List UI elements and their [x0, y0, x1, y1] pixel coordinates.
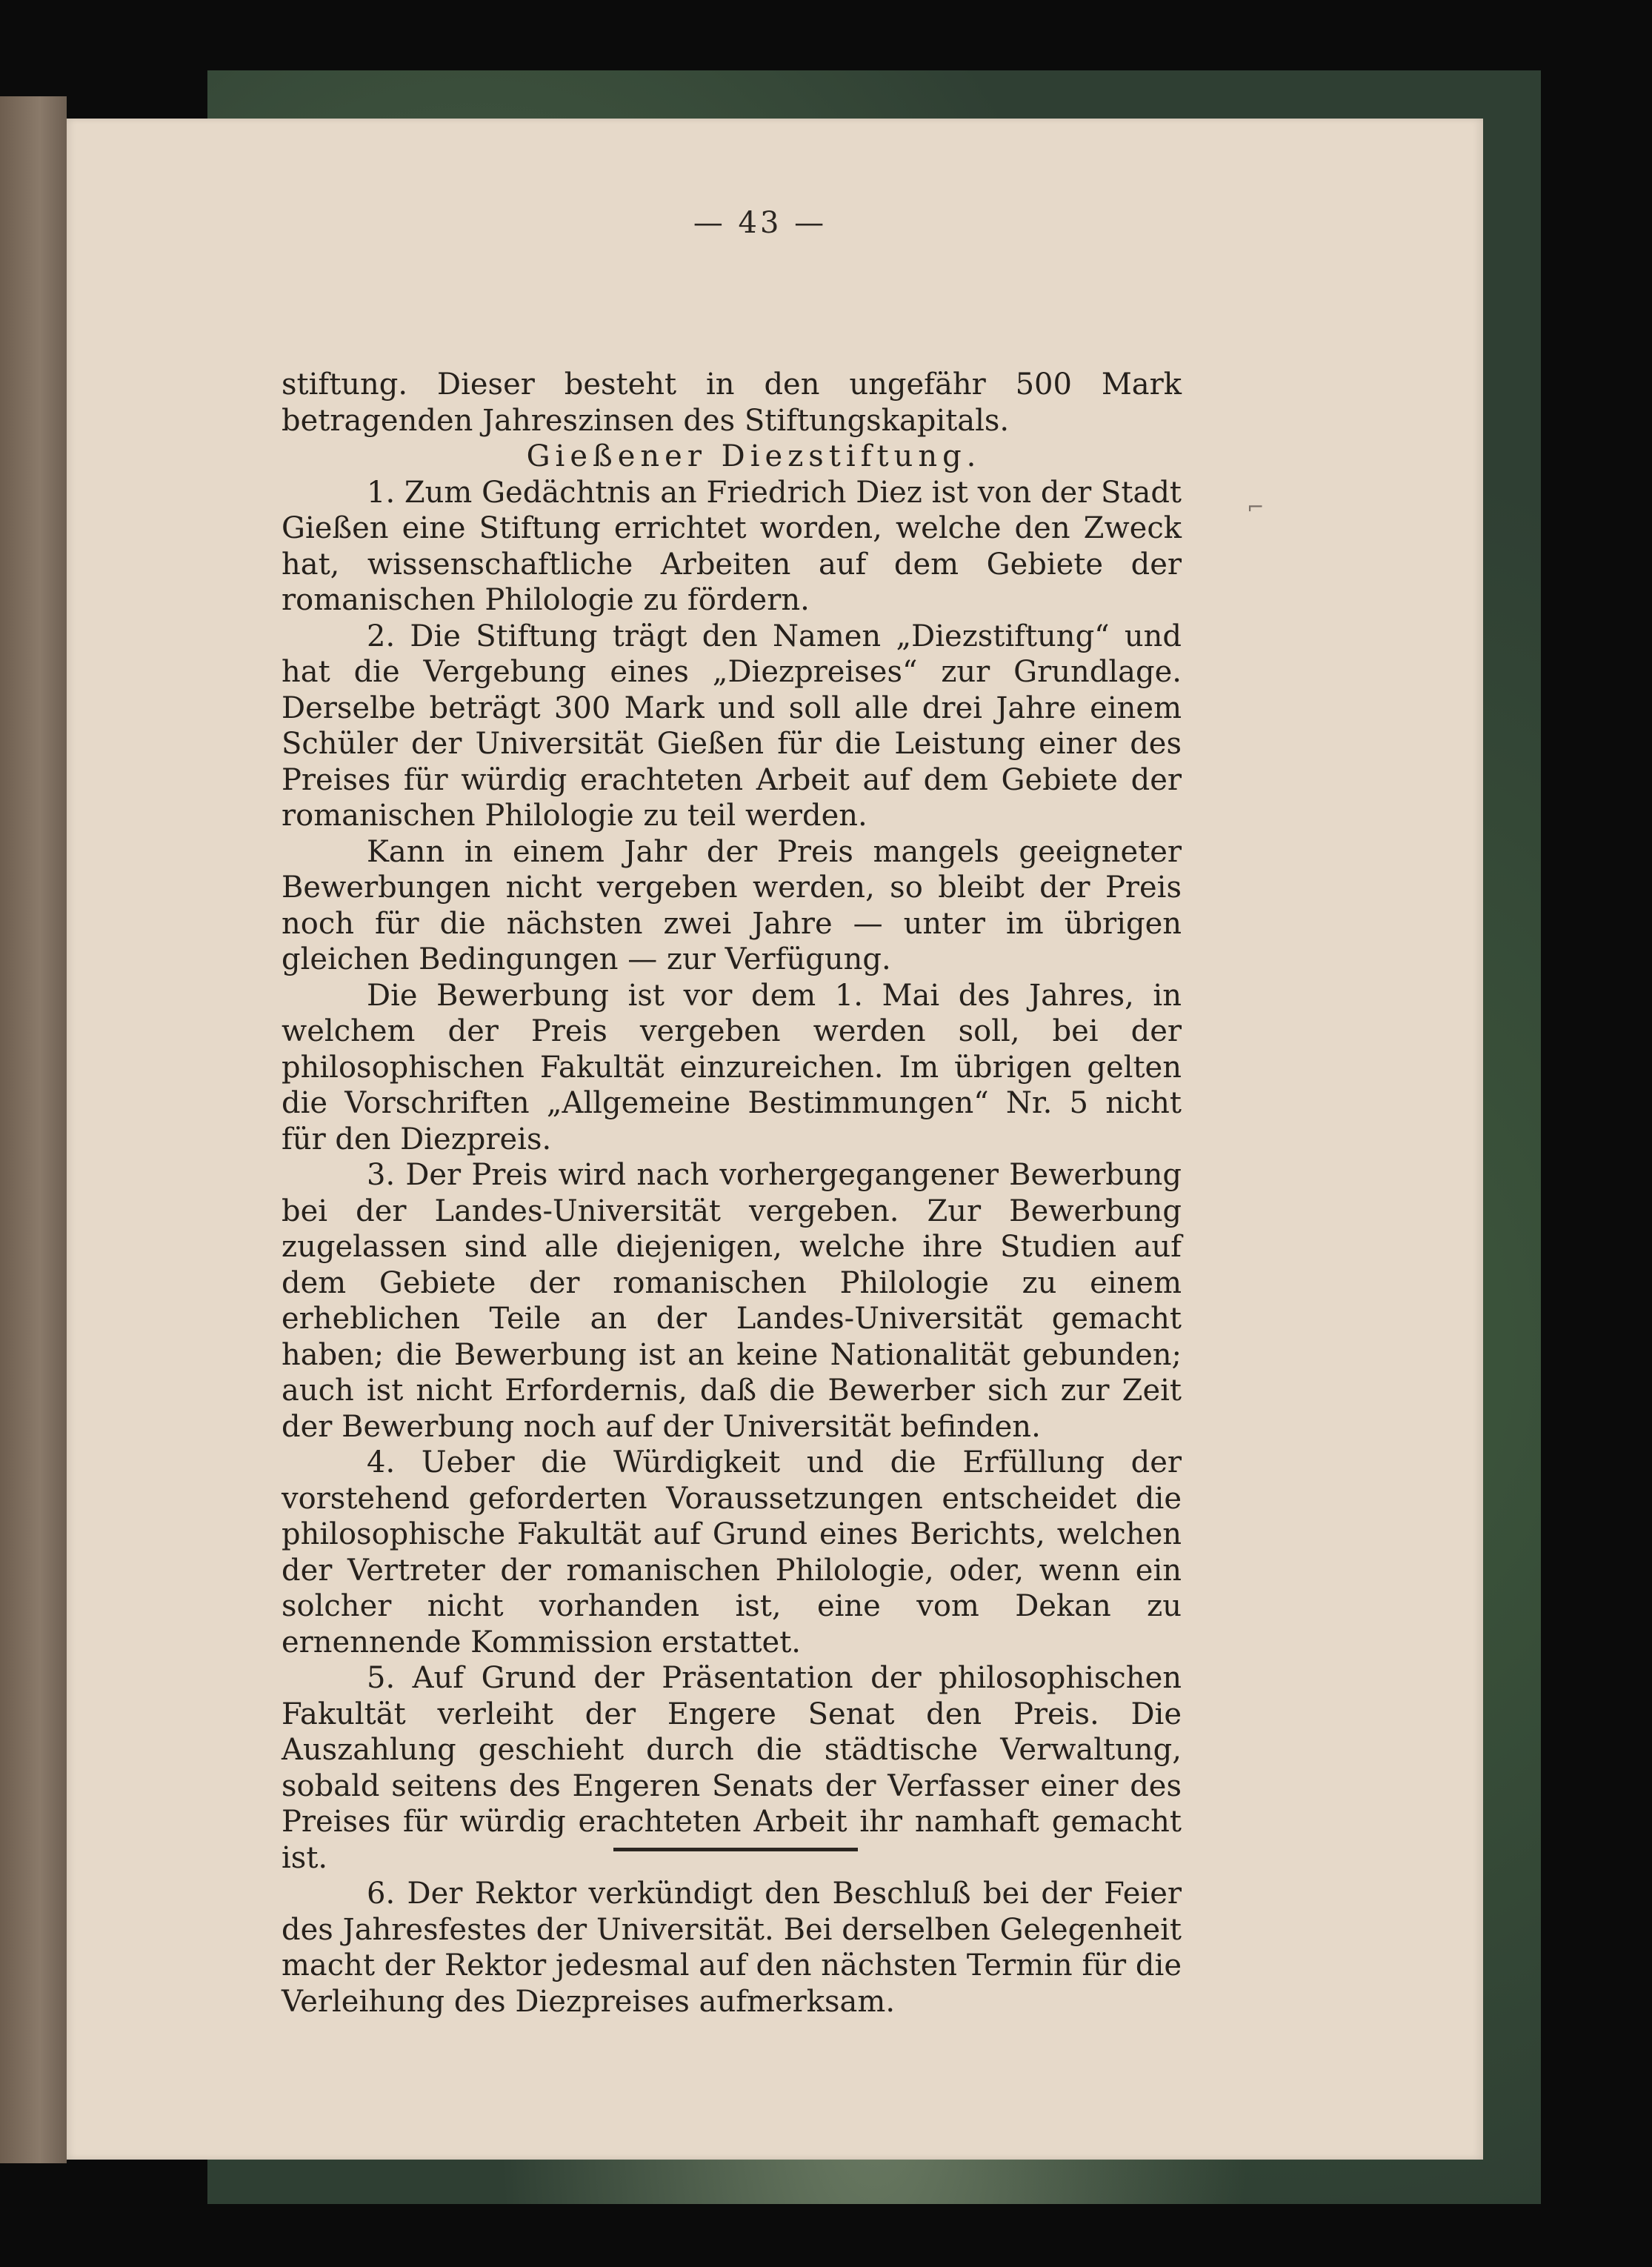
pencil-mark: ⌐ [1247, 495, 1265, 519]
closing-rule [613, 1848, 858, 1851]
paragraph-6: 6. Der Rektor verkündigt den Beschluß bei der Feier des Jahresfestes der Universität. Bei derselben Gelegenheit macht der Rektor jedesmal auf den nächsten Termin für die Verleihung des Diezpreises aufmerksam. [282, 1877, 1182, 2019]
paragraph-5: 5. Auf Grund der Präsentation der philosophischen Fakultät verleiht der Engere Senat den Preis. Die Auszahlung geschieht durch die städtische Verwaltung, sobald seitens des Engeren Senats der Verfasser einer des Preises für würdig erachteten Arbeit ihr namhaft gemacht ist. [282, 1661, 1182, 1875]
paragraph-3: 3. Der Preis wird nach vorhergegangener Bewerbung bei der Landes-Universität vergeben. Zur Bewerbung zugelassen sind alle diejenigen, welche ihre Studien auf dem Gebiete der romanischen Philologie zu einem erheblichen Teile an der Landes-Universität gemacht haben; die Bewerbung ist an keine Nationalität gebunden; auch ist nicht Erfordernis, daß die Bewerber sich zur Zeit der Bewerbung noch auf der Universität befinden. [282, 1158, 1182, 1444]
paragraph-2c: Die Bewerbung ist vor dem 1. Mai des Jahres, in welchem der Preis vergeben werden soll, bei der philosophischen Fakultät einzureichen. Im übrigen gelten die Vorschriften „Allgemeine Bestimmungen“ Nr. 5 nicht für den Diezpreis. [282, 978, 1182, 1156]
paragraph-continuation: stiftung. Dieser besteht in den ungefähr 500 Mark betragenden Jahreszinsen des Stiftungskapitals. [282, 367, 1182, 438]
page-text [282, 367, 1182, 2020]
paragraph-2: 2. Die Stiftung trägt den Namen „Diezstiftung“ und hat die Vergebung eines „Diezpreises“ zur Grundlage. Derselbe beträgt 300 Mark und soll alle drei Jahre einem Schüler der Universität Gießen für die Leistung einer des Preises für würdig erachteten Arbeit auf dem Gebiete der romanischen Philologie zu teil werden. [282, 619, 1182, 833]
page-number: — 43 — [693, 206, 827, 240]
paragraph-2b: Kann in einem Jahr der Preis mangels geeigneter Bewerbungen nicht vergeben werden, so bleibt der Preis noch für die nächsten zwei Jahre — unter im übrigen gleichen Bedingungen — zur Verfügung. [282, 834, 1182, 976]
left-book-cover [0, 96, 67, 2163]
section-heading: Gießener Diezstiftung. [526, 439, 982, 473]
paragraph-4: 4. Ueber die Würdigkeit und die Erfüllung der vorstehend geforderten Voraussetzungen entscheidet die philosophische Fakultät auf Grund eines Berichts, welchen der Vertreter der romanischen Philologie, oder, wenn ein solcher nicht vorhanden ist, eine vom Dekan zu ernennende Kommission erstattet. [282, 1445, 1182, 1660]
paragraph-1: 1. Zum Gedächtnis an Friedrich Diez ist von der Stadt Gießen eine Stiftung errichtet worden, welche den Zweck hat, wissenschaftliche Arbeiten auf dem Gebiete der romanischen Philologie zu fördern. [282, 475, 1182, 617]
